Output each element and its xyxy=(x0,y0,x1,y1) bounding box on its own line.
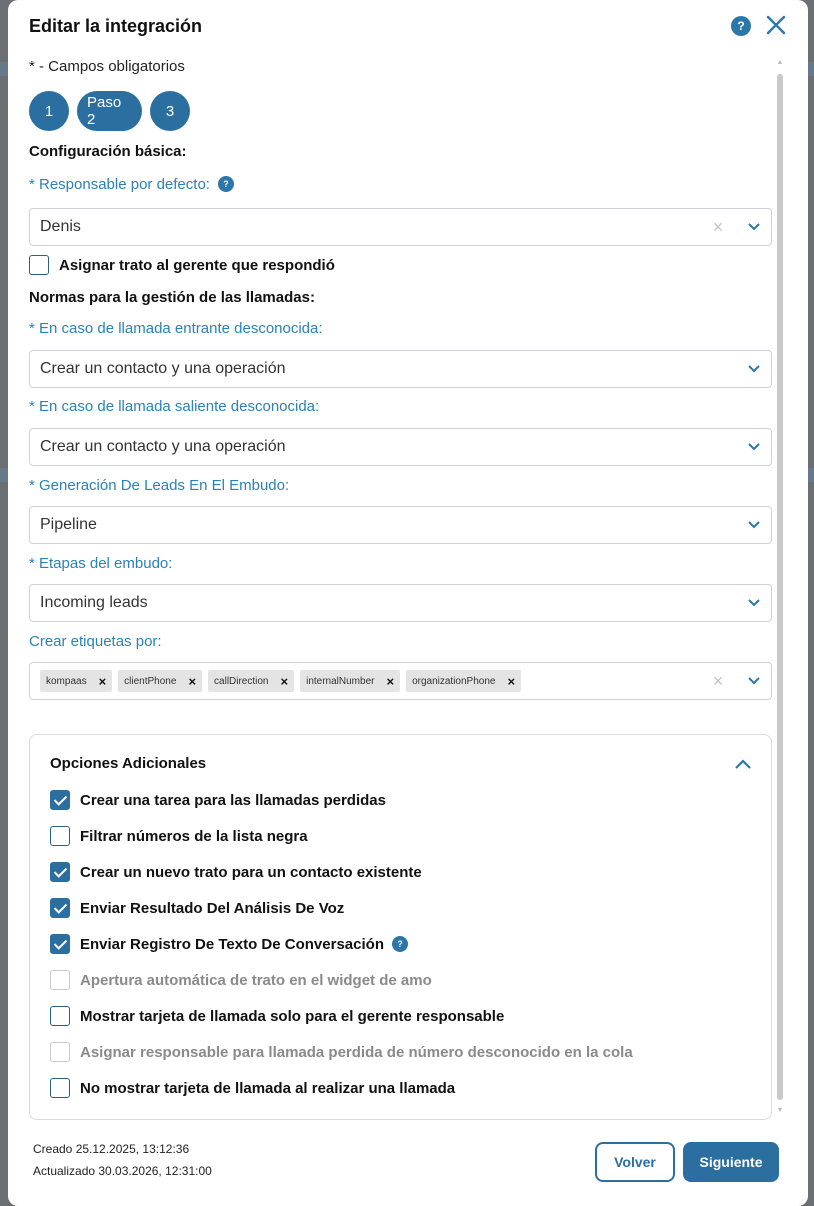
modal-header xyxy=(29,14,787,40)
chevron-down-icon xyxy=(747,363,761,375)
pipeline-stages-select[interactable] xyxy=(29,584,772,622)
option-checkbox[interactable] xyxy=(50,1006,70,1026)
form-scroll-area xyxy=(29,55,773,1120)
scrollbar[interactable] xyxy=(775,58,785,1116)
remove-tag-icon[interactable]: × xyxy=(507,673,516,689)
call-rules-title: Normas para la gestión de las llamadas: xyxy=(29,289,315,306)
assign-manager-row[interactable] xyxy=(29,255,335,275)
option-checkbox[interactable] xyxy=(50,826,70,846)
tag-text: internalNumber xyxy=(306,675,375,687)
option-label: Filtrar números de la lista negra xyxy=(80,827,308,845)
lead-generation-label: * Generación De Leads En El Embudo: xyxy=(29,477,290,494)
chevron-up-icon[interactable] xyxy=(733,757,753,771)
remove-tag-icon[interactable]: × xyxy=(280,673,289,689)
tag-chip xyxy=(208,670,294,692)
option-checkbox xyxy=(50,970,70,990)
step-3[interactable]: 3 xyxy=(150,91,190,131)
timestamps xyxy=(33,1138,212,1182)
chevron-down-icon xyxy=(747,221,761,233)
background-fragment xyxy=(0,468,8,482)
option-label: No mostrar tarjeta de llamada al realizar una llamada xyxy=(80,1079,456,1097)
option-checkbox xyxy=(50,1042,70,1062)
pipeline-stages-value: Incoming leads xyxy=(40,594,148,611)
responsible-label xyxy=(29,176,234,193)
assign-manager-label: Asignar trato al gerente que respondió xyxy=(59,256,335,274)
scroll-up-icon[interactable]: ▲ xyxy=(776,59,784,66)
clear-icon[interactable]: × xyxy=(712,671,724,691)
option-checkbox[interactable] xyxy=(50,1078,70,1098)
option-row[interactable] xyxy=(50,1006,504,1026)
option-checkbox[interactable] xyxy=(50,862,70,882)
option-checkbox[interactable] xyxy=(50,898,70,918)
responsible-label-text: * Responsable por defecto: xyxy=(29,176,210,193)
option-row[interactable] xyxy=(50,1078,455,1098)
option-checkbox[interactable] xyxy=(50,790,70,810)
option-label: Enviar Resultado Del Análisis De Voz xyxy=(80,899,345,917)
additional-options-panel xyxy=(29,734,772,1120)
step-1[interactable]: 1 xyxy=(29,91,69,131)
chevron-down-icon xyxy=(747,675,761,687)
assign-manager-checkbox[interactable] xyxy=(29,255,49,275)
tag-text: organizationPhone xyxy=(412,675,496,687)
back-button[interactable]: Volver xyxy=(595,1142,675,1182)
background-fragment xyxy=(808,468,814,482)
scrollbar-thumb[interactable] xyxy=(777,74,783,1100)
lead-generation-value: Pipeline xyxy=(40,516,97,533)
unknown-incoming-label: * En caso de llamada entrante desconocida: xyxy=(29,320,323,337)
required-fields-note: * - Campos obligatorios xyxy=(29,58,185,75)
scroll-down-icon[interactable]: ▼ xyxy=(776,1107,784,1114)
tag-chip xyxy=(406,670,521,692)
option-row xyxy=(50,970,432,990)
background-fragment xyxy=(0,62,8,76)
responsible-select[interactable] xyxy=(29,208,772,246)
option-checkbox[interactable] xyxy=(50,934,70,954)
help-icon[interactable]: ? xyxy=(731,16,751,36)
modal-title: Editar la integración xyxy=(29,16,203,36)
tag-chip xyxy=(300,670,400,692)
option-label: Crear una tarea para las llamadas perdidas xyxy=(80,791,386,809)
unknown-outgoing-select[interactable] xyxy=(29,428,772,466)
option-row[interactable] xyxy=(50,826,308,846)
option-row[interactable] xyxy=(50,898,344,918)
remove-tag-icon[interactable]: × xyxy=(98,673,107,689)
option-label: Apertura automática de trato en el widget de amo xyxy=(80,971,432,989)
option-row[interactable] xyxy=(50,862,422,882)
chevron-down-icon xyxy=(747,519,761,531)
tag-list xyxy=(40,670,521,692)
unknown-outgoing-value: Crear un contacto y una operación xyxy=(40,438,286,455)
tag-text: callDirection xyxy=(214,675,269,687)
unknown-outgoing-label: * En caso de llamada saliente desconocida: xyxy=(29,398,320,415)
option-label: Asignar responsable para llamada perdida de número desconocido en la cola xyxy=(80,1043,633,1061)
tags-label: Crear etiquetas por: xyxy=(29,633,162,650)
tag-text: kompaas xyxy=(46,675,87,687)
option-row[interactable] xyxy=(50,790,386,810)
tag-chip xyxy=(40,670,112,692)
option-label: Enviar Registro De Texto De Conversación xyxy=(80,935,384,953)
help-icon[interactable]: ? xyxy=(218,176,234,192)
next-button[interactable]: Siguiente xyxy=(683,1142,779,1182)
edit-integration-modal xyxy=(8,0,808,1206)
option-row xyxy=(50,1042,633,1062)
option-row[interactable] xyxy=(50,934,408,954)
option-label: Mostrar tarjeta de llamada solo para el gerente responsable xyxy=(80,1007,505,1025)
chevron-down-icon xyxy=(747,597,761,609)
remove-tag-icon[interactable]: × xyxy=(386,673,395,689)
responsible-value: Denis xyxy=(40,218,81,235)
close-icon[interactable] xyxy=(765,14,787,38)
tag-text: clientPhone xyxy=(124,675,177,687)
created-timestamp: Creado 25.12.2025, 13:12:36 xyxy=(33,1142,190,1156)
tag-chip xyxy=(118,670,202,692)
background-fragment xyxy=(808,62,814,76)
unknown-incoming-value: Crear un contacto y una operación xyxy=(40,360,286,377)
unknown-incoming-select[interactable] xyxy=(29,350,772,388)
basic-config-title: Configuración básica: xyxy=(29,143,187,160)
updated-timestamp: Actualizado 30.03.2026, 12:31:00 xyxy=(33,1164,212,1178)
help-icon[interactable]: ? xyxy=(392,936,408,952)
chevron-down-icon xyxy=(747,441,761,453)
pipeline-stages-label: * Etapas del embudo: xyxy=(29,555,173,572)
tags-multiselect[interactable] xyxy=(29,662,772,700)
option-label: Crear un nuevo trato para un contacto existente xyxy=(80,863,422,881)
remove-tag-icon[interactable]: × xyxy=(188,673,197,689)
additional-options-title: Opciones Adicionales xyxy=(50,755,207,772)
lead-generation-select[interactable] xyxy=(29,506,772,544)
clear-icon[interactable]: × xyxy=(712,217,724,237)
step-2[interactable]: Paso 2 xyxy=(77,91,142,131)
stepper xyxy=(29,91,190,131)
